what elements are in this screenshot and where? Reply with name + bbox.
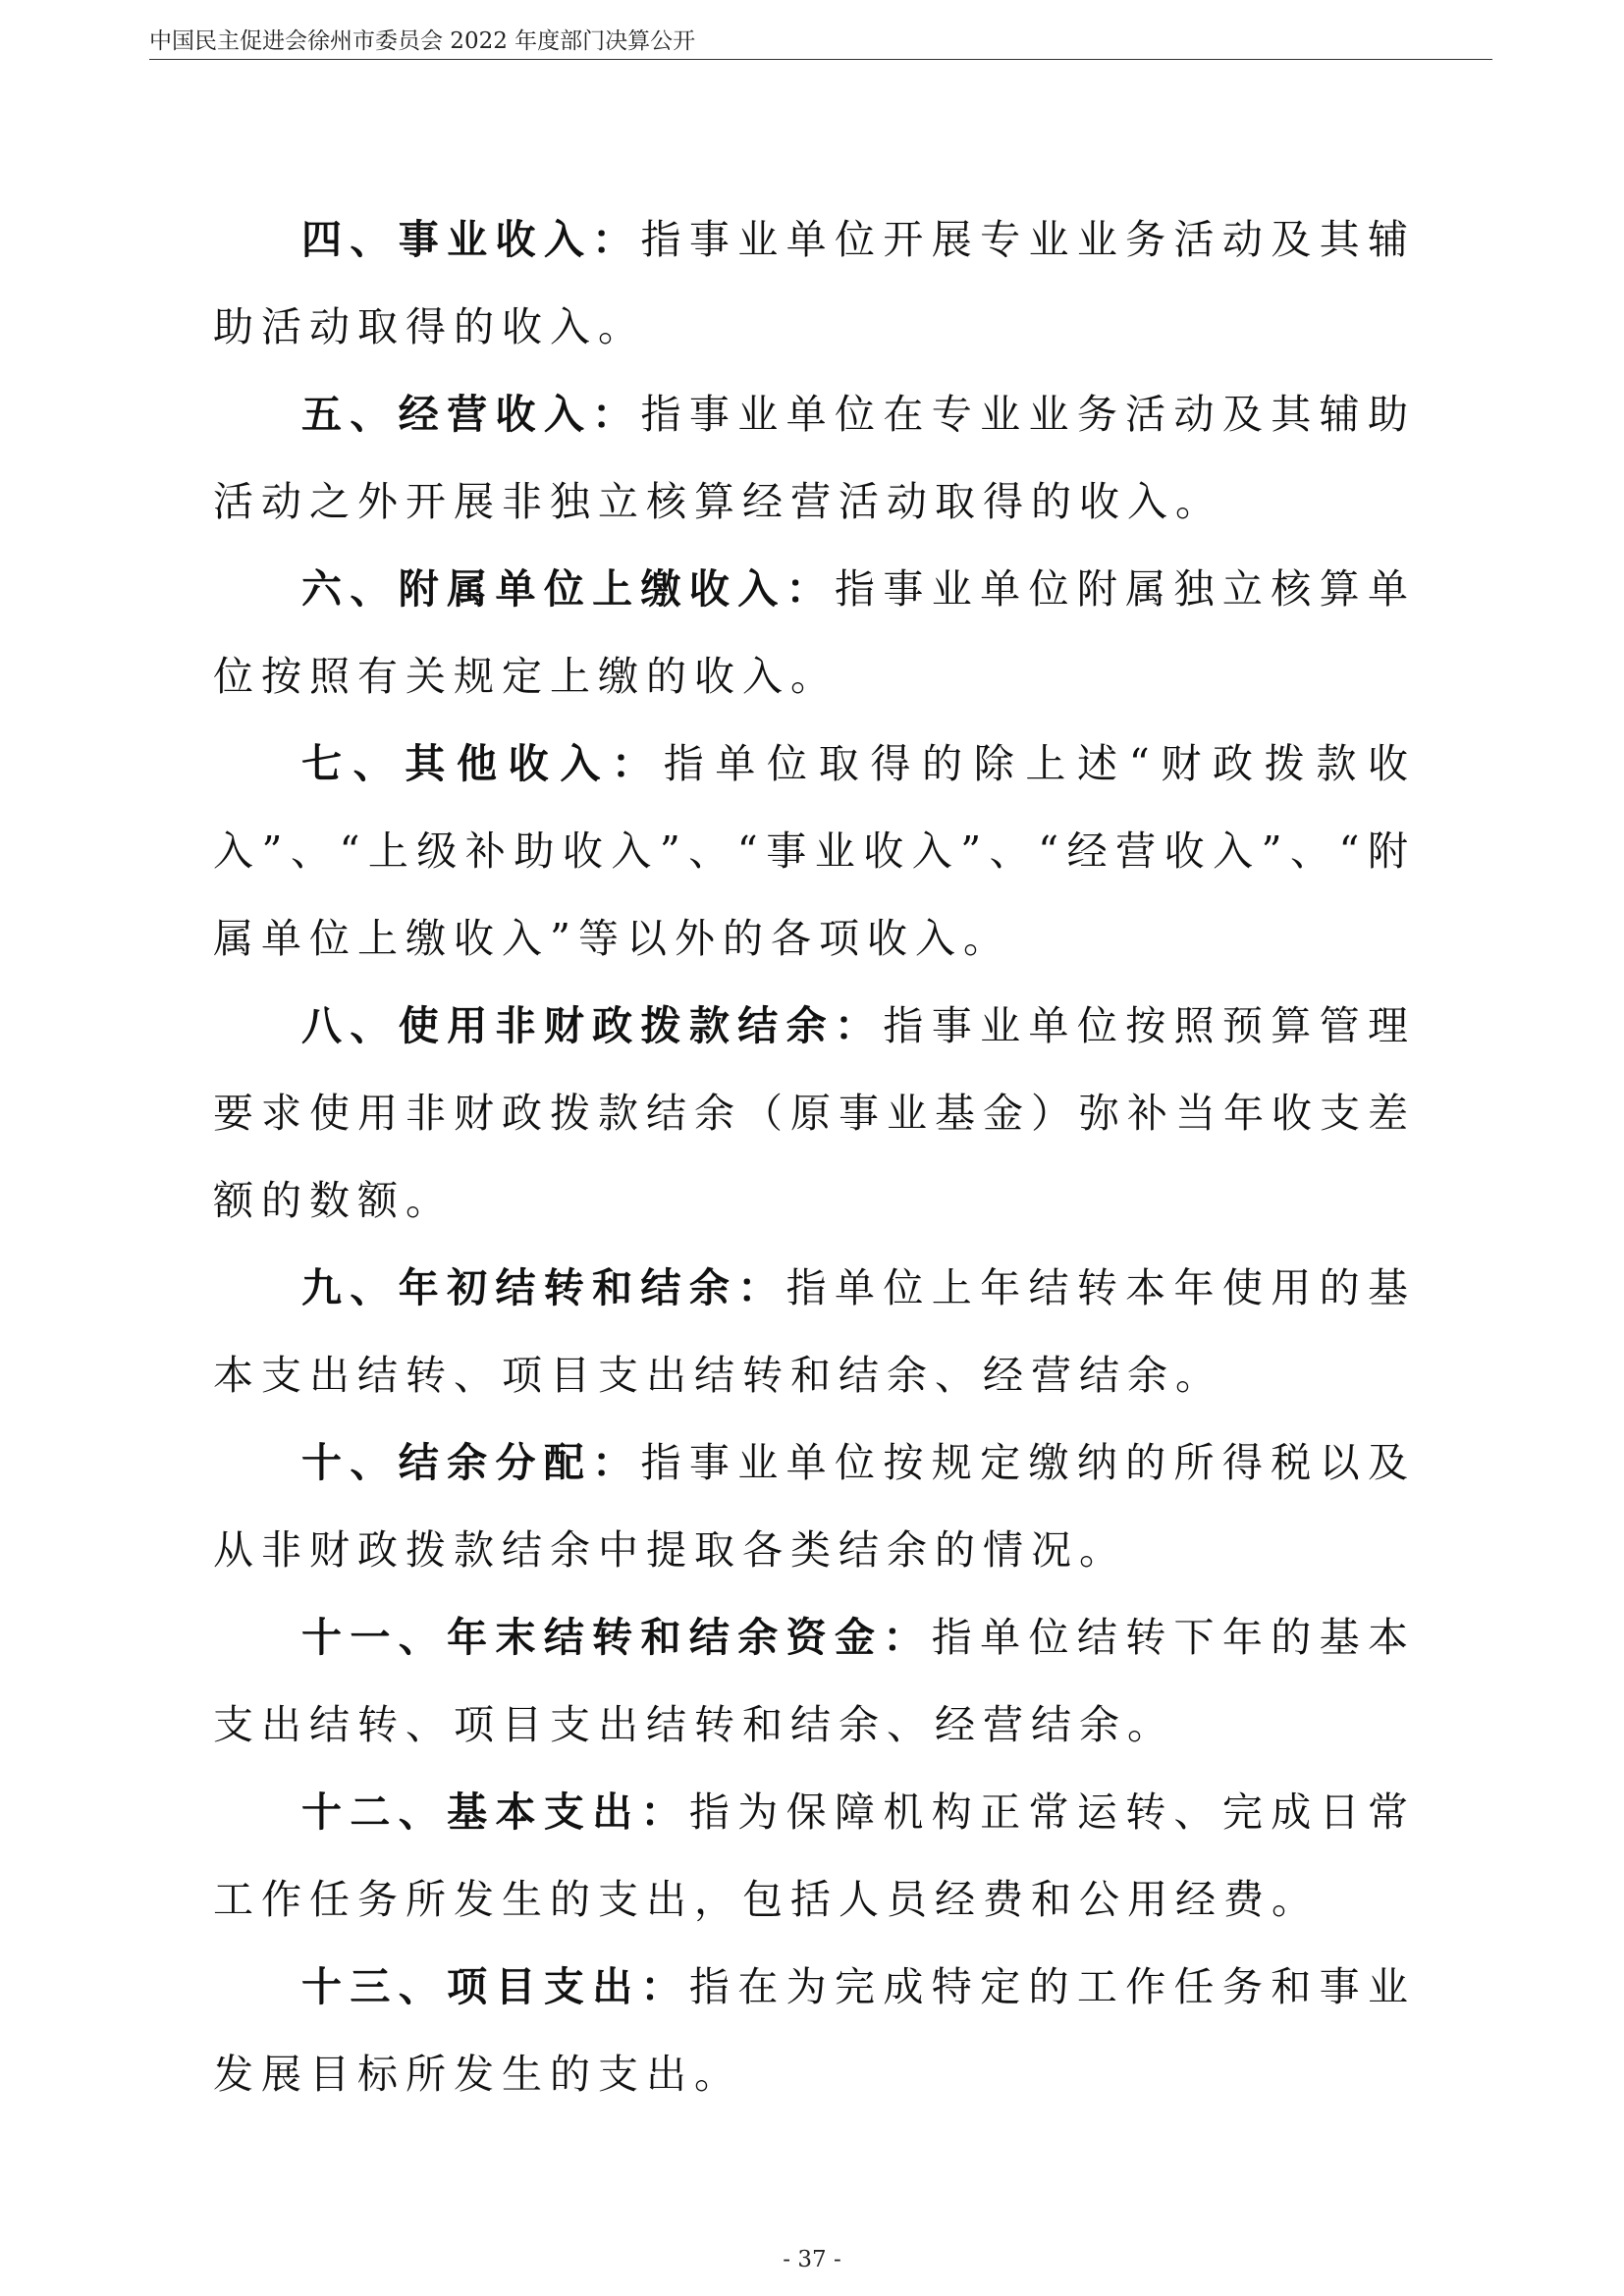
term-label: 九、年初结转和结余：	[301, 1264, 786, 1311]
paragraph-balance-distribution	[213, 1419, 1416, 1594]
term-definition: 指单位上年结转本年使用的基本支出结转、项目支出结转和结余、经营结余。	[213, 1264, 1417, 1399]
term-label: 十一、年末结转和结余资金：	[301, 1614, 932, 1661]
term-definition: 指为保障机构正常运转、完成日常工作任务所发生的支出，包括人员经费和公用经费。	[213, 1789, 1417, 1923]
paragraph-closing-carryover	[213, 1594, 1416, 1769]
paragraph-affiliate-income	[213, 546, 1416, 721]
term-label: 五、经营收入：	[301, 391, 641, 438]
paragraph-operating-income	[213, 371, 1416, 546]
header-divider	[149, 59, 1492, 60]
paragraph-non-fiscal-balance	[213, 983, 1416, 1245]
term-label: 四、事业收入：	[301, 216, 641, 263]
term-definition: 指事业单位在专业业务活动及其辅助活动之外开展非独立核算经营活动取得的收入。	[213, 391, 1416, 525]
term-label: 七、其他收入：	[301, 740, 664, 787]
term-label: 六、附属单位上缴收入：	[301, 565, 835, 613]
paragraph-other-income	[213, 721, 1416, 983]
term-definition: 指事业单位附属独立核算单位按照有关规定上缴的收入。	[213, 565, 1416, 700]
term-definition: 指单位结转下年的基本支出结转、项目支出结转和结余、经营结余。	[213, 1614, 1417, 1748]
term-label: 十二、基本支出：	[301, 1789, 689, 1836]
term-definition: 指事业单位开展专业业务活动及其辅助活动取得的收入。	[213, 216, 1416, 350]
document-body	[213, 196, 1416, 2118]
term-definition: 指在为完成特定的工作任务和事业发展目标所发生的支出。	[213, 1963, 1417, 2098]
term-label: 十三、项目支出：	[301, 1963, 689, 2010]
paragraph-business-income	[213, 196, 1416, 371]
term-definition: 指事业单位按照预算管理要求使用非财政拨款结余（原事业基金）弥补当年收支差额的数额。	[213, 1002, 1417, 1224]
term-label: 十、结余分配：	[301, 1439, 641, 1486]
term-definition: 指单位取得的除上述“财政拨款收入”、“上级补助收入”、“事业收入”、“经营收入”、“附属单位上缴收入”等以外的各项收入。	[213, 740, 1417, 962]
paragraph-opening-carryover	[213, 1245, 1416, 1419]
paragraph-project-expenditure	[213, 1944, 1416, 2118]
term-definition: 指事业单位按规定缴纳的所得税以及从非财政拨款结余中提取各类结余的情况。	[213, 1439, 1416, 1574]
term-label: 八、使用非财政拨款结余：	[301, 1002, 884, 1049]
paragraph-basic-expenditure	[213, 1769, 1416, 1944]
page-number: - 37 -	[783, 2247, 841, 2272]
document-header: 中国民主促进会徐州市委员会 2022 年度部门决算公开	[149, 28, 696, 54]
